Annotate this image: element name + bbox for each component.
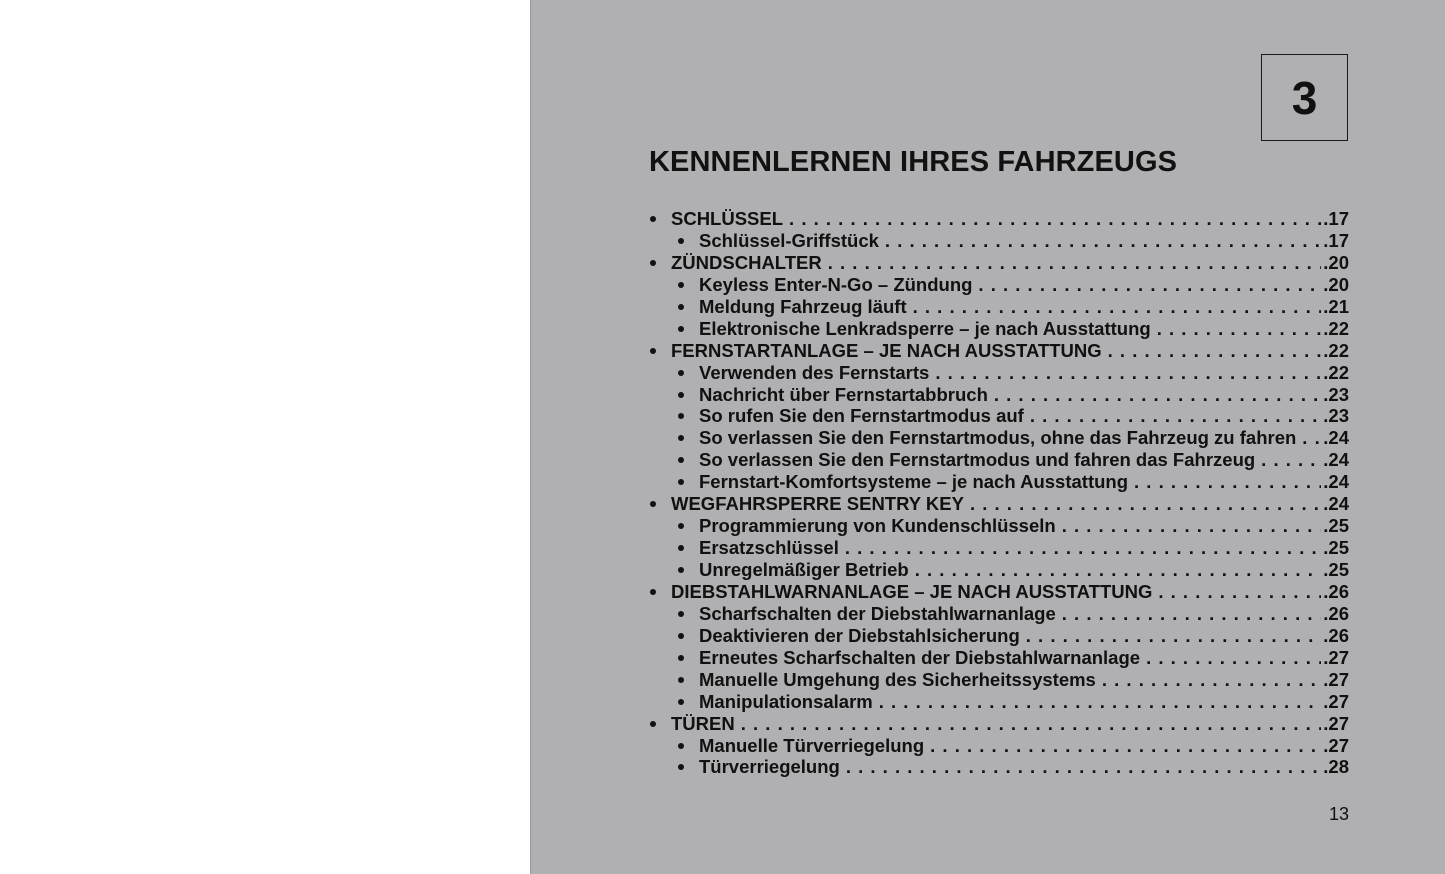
toc-subentry[interactable] xyxy=(649,559,1349,581)
bullet-icon xyxy=(677,405,699,427)
dot-leader xyxy=(1108,340,1322,362)
toc-entry-page: .21 xyxy=(1323,295,1349,317)
blank-left-page xyxy=(0,0,530,874)
toc-subentry[interactable] xyxy=(649,405,1349,427)
toc-entry-page: .27 xyxy=(1323,668,1349,690)
chapter-number: 3 xyxy=(1291,71,1318,124)
bullet-icon xyxy=(677,537,699,559)
dot-leader xyxy=(913,296,1322,318)
dot-leader xyxy=(970,493,1321,515)
toc-entry-label: Manuelle Türverriegelung xyxy=(699,734,925,756)
dot-leader xyxy=(741,713,1322,735)
toc-entry-label: Elektronische Lenkradsperre – je nach Ausstattung xyxy=(699,317,1151,339)
toc-entry-page: .24 xyxy=(1323,493,1349,515)
toc-entry-page: .17 xyxy=(1323,208,1349,229)
toc-entry-label: So verlassen Sie den Fernstartmodus, ohne das Fahrzeug zu fahren xyxy=(699,427,1297,449)
toc-entry-page: .27 xyxy=(1323,690,1349,712)
toc-entry-label: Keyless Enter-N-Go – Zündung xyxy=(699,273,973,295)
toc-entry[interactable] xyxy=(649,581,1349,603)
toc-subentry[interactable] xyxy=(649,318,1349,340)
toc-subentry[interactable] xyxy=(649,384,1349,406)
document-page xyxy=(530,0,1445,874)
bullet-icon xyxy=(677,559,699,581)
page-title: KENNENLERNEN IHRES FAHRZEUGS xyxy=(649,146,1178,178)
toc-subentry[interactable] xyxy=(649,669,1349,691)
dot-leader xyxy=(1157,318,1322,340)
toc-entry-page: .25 xyxy=(1323,537,1349,559)
toc-subentry[interactable] xyxy=(649,230,1349,252)
toc-entry-page: .26 xyxy=(1323,624,1349,646)
toc-entry[interactable] xyxy=(649,713,1349,735)
bullet-icon xyxy=(677,427,699,449)
toc-entry-label: DIEBSTAHLWARNANLAGE – JE NACH AUSSTATTUNG xyxy=(671,580,1153,602)
toc-entry-label: Meldung Fahrzeug läuft xyxy=(699,295,907,317)
toc-subentry[interactable] xyxy=(649,274,1349,296)
dot-leader xyxy=(1134,471,1321,493)
bullet-icon xyxy=(649,208,671,230)
toc-entry-page: .25 xyxy=(1323,515,1349,537)
toc-subentry[interactable] xyxy=(649,515,1349,537)
dot-leader xyxy=(1302,427,1321,449)
toc-entry-label: Nachricht über Fernstartabbruch xyxy=(699,383,988,405)
toc-subentry[interactable] xyxy=(649,427,1349,449)
toc-entry[interactable] xyxy=(649,340,1349,362)
dot-leader xyxy=(789,208,1321,230)
dot-leader xyxy=(994,384,1321,406)
toc-entry-label: So rufen Sie den Fernstartmodus auf xyxy=(699,405,1024,427)
toc-entry-label: WEGFAHRSPERRE SENTRY KEY xyxy=(671,493,964,515)
bullet-icon xyxy=(677,603,699,625)
bullet-icon xyxy=(649,493,671,515)
toc-subentry[interactable] xyxy=(649,471,1349,493)
toc-entry[interactable] xyxy=(649,493,1349,515)
bullet-icon xyxy=(677,647,699,669)
toc-entry-label: Fernstart-Komfortsysteme – je nach Ausstattung xyxy=(699,471,1129,493)
toc-entry-label: ZÜNDSCHALTER xyxy=(671,251,822,273)
toc-entry-page: .24 xyxy=(1323,449,1349,471)
dot-leader xyxy=(828,252,1322,274)
page-number: 13 xyxy=(1329,804,1350,824)
bullet-icon xyxy=(677,691,699,713)
dot-leader xyxy=(1030,405,1321,427)
toc-subentry[interactable] xyxy=(649,362,1349,384)
toc-entry-label: Erneutes Scharfschalten der Diebstahlwarnanlage xyxy=(699,646,1141,668)
toc-entry-page: .23 xyxy=(1323,383,1349,405)
toc-entry-page: .25 xyxy=(1323,559,1349,580)
table-of-contents xyxy=(649,208,1349,778)
toc-entry-label: Deaktivieren der Diebstahlsicherung xyxy=(699,624,1020,646)
bullet-icon xyxy=(677,669,699,691)
bullet-icon xyxy=(649,713,671,735)
bullet-icon xyxy=(677,735,699,757)
dot-leader xyxy=(978,274,1321,296)
toc-entry-page: .20 xyxy=(1323,251,1349,273)
bullet-icon xyxy=(677,274,699,296)
toc-entry-label: SCHLÜSSEL xyxy=(671,208,784,229)
bullet-icon xyxy=(677,318,699,340)
bullet-icon xyxy=(677,296,699,318)
dot-leader xyxy=(885,230,1321,252)
bullet-icon xyxy=(677,449,699,471)
toc-subentry[interactable] xyxy=(649,735,1349,757)
toc-entry-page: .27 xyxy=(1323,734,1349,756)
toc-entry-page: .26 xyxy=(1323,602,1349,624)
dot-leader xyxy=(915,559,1322,581)
toc-entry-page: .24 xyxy=(1323,471,1349,493)
dot-leader xyxy=(930,735,1321,757)
toc-entry-page: .27 xyxy=(1323,712,1349,734)
bullet-icon xyxy=(649,581,671,603)
toc-entry-label: Scharfschalten der Diebstahlwarnanlage xyxy=(699,602,1056,624)
toc-subentry[interactable] xyxy=(649,691,1349,713)
dot-leader xyxy=(879,691,1322,713)
bullet-icon xyxy=(649,340,671,362)
toc-entry[interactable] xyxy=(649,208,1349,230)
toc-subentry[interactable] xyxy=(649,537,1349,559)
dot-leader xyxy=(1158,581,1321,603)
bullet-icon xyxy=(677,471,699,493)
toc-entry-page: .27 xyxy=(1323,646,1349,668)
dot-leader xyxy=(1102,669,1321,691)
toc-entry-page: .24 xyxy=(1323,427,1349,449)
dot-leader xyxy=(1261,449,1321,471)
bullet-icon xyxy=(677,625,699,647)
dot-leader xyxy=(1062,515,1322,537)
dot-leader xyxy=(846,756,1321,778)
dot-leader xyxy=(1146,647,1321,669)
toc-entry-page: .23 xyxy=(1323,405,1349,427)
dot-leader xyxy=(1062,603,1322,625)
toc-entry-page: .22 xyxy=(1323,361,1349,383)
toc-entry-label: Unregelmäßiger Betrieb xyxy=(699,559,909,580)
dot-leader xyxy=(845,537,1321,559)
bullet-icon xyxy=(677,515,699,537)
toc-entry-label: FERNSTARTANLAGE – JE NACH AUSSTATTUNG xyxy=(671,339,1102,361)
toc-entry-page: .22 xyxy=(1323,339,1349,361)
toc-entry-page: .17 xyxy=(1323,229,1349,251)
bullet-icon xyxy=(649,252,671,274)
toc-subentry[interactable] xyxy=(649,603,1349,625)
toc-entry-label: Manipulationsalarm xyxy=(699,690,873,712)
toc-entry-label: Schlüssel-Griffstück xyxy=(699,229,879,251)
toc-entry-label: TÜREN xyxy=(671,712,735,734)
toc-subentry[interactable] xyxy=(649,756,1349,778)
toc-entry-page: .22 xyxy=(1323,317,1349,339)
toc-subentry[interactable] xyxy=(649,449,1349,471)
toc-entry-label: Verwenden des Fernstarts xyxy=(699,361,930,383)
bullet-icon xyxy=(677,362,699,384)
bullet-icon xyxy=(677,230,699,252)
chapter-number-box xyxy=(1261,54,1348,141)
dot-leader xyxy=(935,362,1321,384)
toc-entry-label: So verlassen Sie den Fernstartmodus und fahren das Fahrzeug xyxy=(699,449,1256,471)
toc-entry-label: Ersatzschlüssel xyxy=(699,537,839,559)
bullet-icon xyxy=(677,384,699,406)
toc-entry-label: Manuelle Umgehung des Sicherheitssystems xyxy=(699,668,1096,690)
toc-entry-page: .28 xyxy=(1323,756,1349,778)
toc-subentry[interactable] xyxy=(649,296,1349,318)
toc-entry-page: .26 xyxy=(1323,580,1349,602)
toc-entry-label: Türverriegelung xyxy=(699,756,840,778)
bullet-icon xyxy=(677,756,699,778)
toc-subentry[interactable] xyxy=(649,647,1349,669)
toc-entry-page: .20 xyxy=(1323,273,1349,295)
toc-subentry[interactable] xyxy=(649,625,1349,647)
toc-entry[interactable] xyxy=(649,252,1349,274)
toc-entry-label: Programmierung von Kundenschlüsseln xyxy=(699,515,1056,537)
dot-leader xyxy=(1026,625,1322,647)
